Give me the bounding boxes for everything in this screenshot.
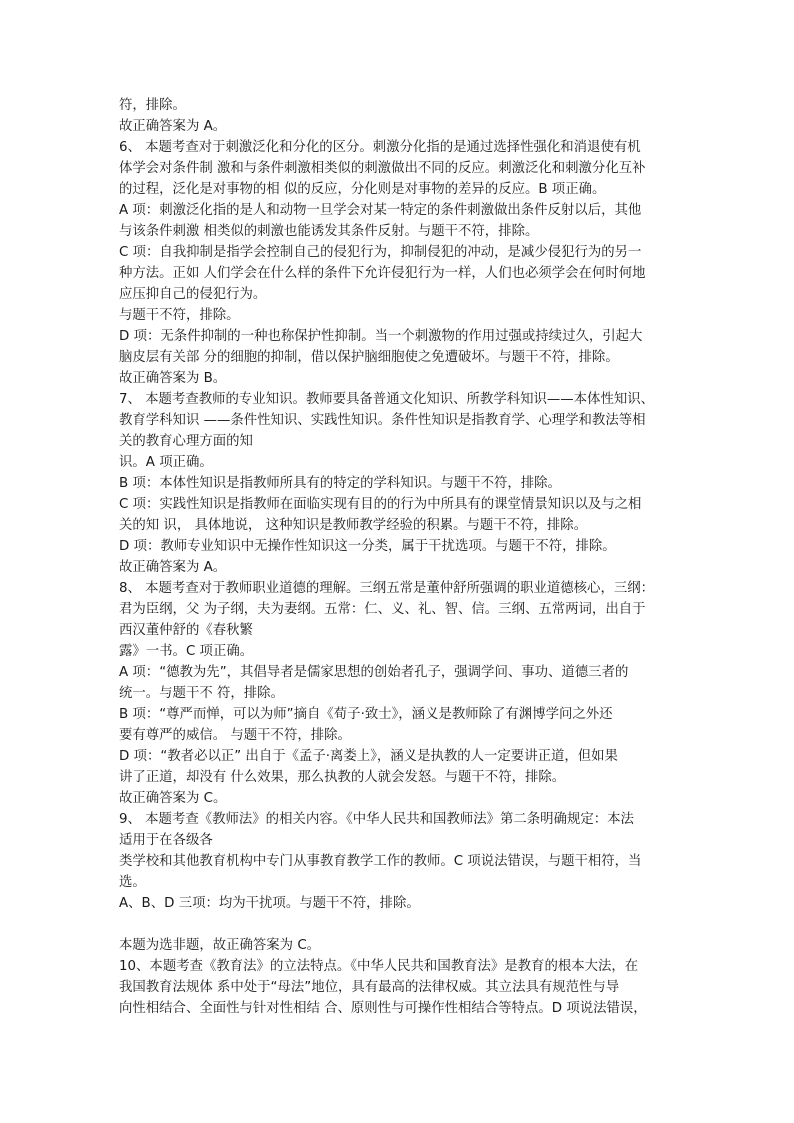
text-line: 故正确答案为 A。 xyxy=(119,560,227,575)
text-line: 露》一书。C 项正确。 xyxy=(119,644,254,659)
text-line: 君为臣纲，父 为子纲，夫为妻纲。五常：仁、义、礼、智、信。三纲、五常两词，出自于 xyxy=(119,602,646,617)
text-line: 的过程，泛化是对事物的相 似的反应，分化则是对事物的差异的反应。B 项正确。 xyxy=(119,182,606,197)
text-line: 6、 本题考查对于刺激泛化和分化的区分。刺激分化指的是通过选择性强化和消退使有机 xyxy=(119,140,641,155)
text-line: 要有尊严的威信。 与题干不符，排除。 xyxy=(119,728,351,743)
text-line: B 项：本体性知识是指教师所具有的特定的学科知识。与题干不符，排除。 xyxy=(119,476,561,491)
text-line: D 项：无条件抑制的一种也称保护性抑制。当一个刺激物的作用过强或持续过久，引起大 xyxy=(119,329,643,344)
text-line: 9、 本题考查《教师法》的相关内容。《中华人民共和国教师法》第二条明确规定：本法 xyxy=(119,812,634,827)
text-line: 统一。与题干不 符，排除。 xyxy=(119,686,284,701)
text-line: 与题干不符，排除。 xyxy=(119,308,240,323)
text-line: 10、本题考查《教育法》的立法特点。《中华人民共和国教育法》是教育的根本大法，在 xyxy=(119,959,639,974)
text-line: 脑皮层有关部 分的细胞的抑制，借以保护脑细胞使之免遭破坏。与题干不符，排除。 xyxy=(119,350,619,365)
text-line: 8、 本题考查对于教师职业道德的理解。三纲五常是董仲舒所强调的职业道德核心，三纲： xyxy=(119,581,655,596)
text-line: 向性相结合、全面性与针对性相结 合、原则性与可操作性相结合等特点。D 项说法错误， xyxy=(119,1001,647,1016)
text-line: 类学校和其他教育机构中专门从事教育教学工作的教师。C 项说法错误，与题干相符，当 xyxy=(119,854,642,869)
text-line: A、B、D 三项：均为干扰项。与题干不符，排除。 xyxy=(119,896,420,911)
text-line: A 项：刺激泛化指的是人和动物一旦学会对某一特定的条件刺激做出条件反射以后，其他 xyxy=(119,203,642,218)
text-line: 教育学科知识 ——条件性知识、实践性知识。条件性知识是指教育学、心理学和教法等相 xyxy=(119,413,646,428)
text-line: 西汉董仲舒的《春秋繁 xyxy=(119,623,253,638)
text-line: D 项：“教者必以正” 出自于《孟子·离娄上》，涵义是执教的人一定要讲正道，但如果 xyxy=(119,749,618,764)
text-line: A 项：“德教为先”，其倡导者是儒家思想的创始者孔子，强调学问、事功、道德三者的 xyxy=(119,665,629,680)
text-line: 关的教育心理方面的知 xyxy=(119,434,253,449)
text-line: 我国教育法规体 系中处于“母法”地位，具有最高的法律权威。其立法具有规范性与导 xyxy=(119,980,620,995)
text-line: 故正确答案为 B。 xyxy=(119,371,227,386)
text-line: 符，排除。 xyxy=(119,98,186,113)
text-line: D 项：教师专业知识中无操作性知识这一分类，属于干扰选项。与题干不符，排除。 xyxy=(119,539,616,554)
text-line: 适用于在各级各 xyxy=(119,833,213,848)
text-line: 与该条件刺激 相类似的刺激也能诱发其条件反射。与题干不符，排除。 xyxy=(119,224,539,239)
text-line: 种方法。正如 人们学会在什么样的条件下允许侵犯行为一样，人们也必须学会在何时何地 xyxy=(119,266,646,281)
text-line: 本题为选非题，故正确答案为 C。 xyxy=(119,938,321,953)
text-line: B 项：“尊严而惮，可以为师”摘自《荀子·致士》，涵义是教师除了有渊博学问之外还 xyxy=(119,707,613,722)
text-line: 体学会对条件制 激和与条件刺激相类似的刺激做出不同的反应。刺激泛化和刺激分化互补 xyxy=(119,161,646,176)
text-line: 7、 本题考查教师的专业知识。教师要具备普通文化知识、所教学科知识——本体性知识、 xyxy=(119,392,655,407)
text-line: 故正确答案为 A。 xyxy=(119,119,227,134)
text-line: 应压抑自己的侵犯行为。 xyxy=(119,287,267,302)
text-line: 故正确答案为 C。 xyxy=(119,791,227,806)
text-line: 选。 xyxy=(119,875,146,890)
text-line: 讲了正道，却没有 什么效果，那么执教的人就会发怒。与题干不符，排除。 xyxy=(119,770,566,785)
text-line: C 项：自我抑制是指学会控制自己的侵犯行为，抑制侵犯的冲动，是减少侵犯行为的另一 xyxy=(119,245,642,260)
text-line: C 项：实践性知识是指教师在面临实现有目的的行为中所具有的课堂情景知识以及与之相 xyxy=(119,497,642,512)
text-line: 关的知 识， 具体地说， 这种知识是教师教学经验的积累。与题干不符，排除。 xyxy=(119,518,588,533)
text-line: 识。A 项正确。 xyxy=(119,455,213,470)
